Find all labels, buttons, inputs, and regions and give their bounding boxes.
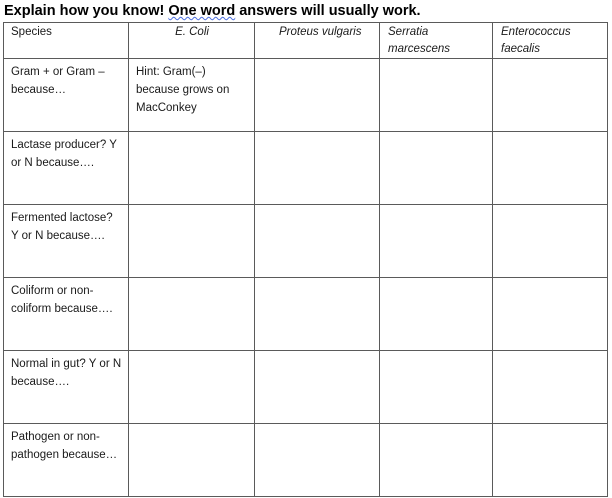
answer-cell-serratia[interactable]: [380, 205, 493, 278]
answer-cell-proteus[interactable]: [255, 424, 380, 497]
answer-cell-enterococcus[interactable]: [493, 351, 608, 424]
organism-header-enterococcus: Enterococcus faecalis: [493, 23, 608, 59]
answer-cell-serratia[interactable]: [380, 351, 493, 424]
answer-cell-proteus[interactable]: [255, 205, 380, 278]
answer-cell-proteus[interactable]: [255, 278, 380, 351]
table-row: [4, 132, 608, 205]
answer-cell-ecoli[interactable]: [129, 424, 255, 497]
instructions-text-2: answers will usually work.: [235, 3, 421, 19]
row-question: Normal in gut? Y or N because….: [4, 351, 129, 424]
table-row: [4, 278, 608, 351]
answer-cell-proteus[interactable]: [255, 132, 380, 205]
answer-cell-ecoli[interactable]: [129, 205, 255, 278]
row-question: Pathogen or non-pathogen because…: [4, 424, 129, 497]
answer-cell-proteus[interactable]: [255, 59, 380, 132]
organism-header-ecoli: E. Coli: [129, 23, 255, 59]
organism-header-proteus: Proteus vulgaris: [255, 23, 380, 59]
organism-header-serratia: Serratia marcescens: [380, 23, 493, 59]
species-header: Species: [4, 23, 129, 59]
answer-cell-enterococcus[interactable]: [493, 59, 608, 132]
row-question: Fermented lactose? Y or N because….: [4, 205, 129, 278]
answer-cell-enterococcus[interactable]: [493, 278, 608, 351]
header-row: [4, 23, 608, 59]
table-row: [4, 424, 608, 497]
answer-cell-ecoli[interactable]: [129, 59, 255, 132]
answer-cell-ecoli[interactable]: [129, 351, 255, 424]
answer-cell-serratia[interactable]: [380, 59, 493, 132]
worksheet-instructions: [4, 2, 608, 20]
row-question: Lactase producer? Y or N because….: [4, 132, 129, 205]
table-row: [4, 59, 608, 132]
table-row: [4, 205, 608, 278]
species-table: [3, 22, 608, 497]
instructions-emphasis: One word: [168, 3, 236, 19]
answer-cell-enterococcus[interactable]: [493, 132, 608, 205]
answer-cell-enterococcus[interactable]: [493, 424, 608, 497]
table-row: [4, 351, 608, 424]
instructions-text-1: Explain how you know!: [4, 3, 169, 19]
answer-cell-ecoli[interactable]: [129, 132, 255, 205]
answer-cell-serratia[interactable]: [380, 278, 493, 351]
answer-cell-proteus[interactable]: [255, 351, 380, 424]
row-question: Gram + or Gram – because…: [4, 59, 129, 132]
answer-cell-ecoli[interactable]: [129, 278, 255, 351]
ecoli-hint: Hint: Gram(–) because grows on MacConkey: [136, 66, 230, 114]
row-question: Coliform or non-coliform because….: [4, 278, 129, 351]
answer-cell-serratia[interactable]: [380, 424, 493, 497]
answer-cell-enterococcus[interactable]: [493, 205, 608, 278]
answer-cell-serratia[interactable]: [380, 132, 493, 205]
